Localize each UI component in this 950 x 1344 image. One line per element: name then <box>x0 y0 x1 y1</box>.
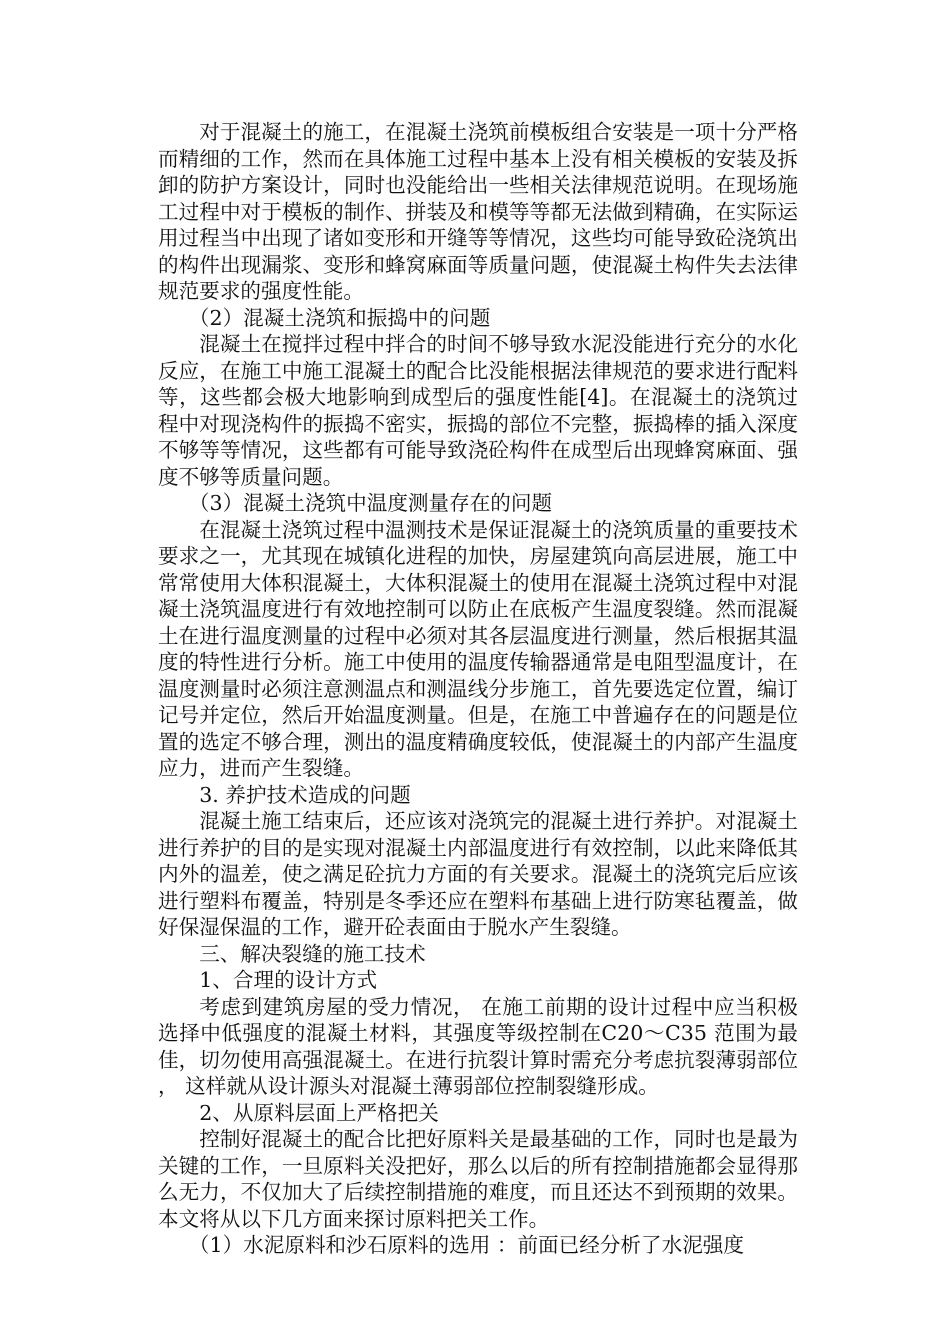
heading-raw-materials: 2、从原料层面上严格把关 <box>199 1100 439 1125</box>
document-body <box>158 119 798 1259</box>
heading-curing: 3. 养护技术造成的问题 <box>199 782 411 807</box>
paragraph-temperature-measurement: 在混凝土浇筑过程中温测技术是保证混凝土的浇筑质量的重要技术要求之一，尤其现在城镇化进程的加快，房屋建筑向高层进展，施工中常常使用大体积混凝土，大体积混凝土的使用在混凝土浇筑过程中对混凝土浇筑温度进行有效地控制可以防止在底板产生温度裂缝。然而混凝土在进行温度测量的过程中必须对其各层温度进行测量，然后根据其温度的特性进行分析。施工中使用的温度传输器通常是电阻型温度计，在温度测量时必须注意测温点和测温线分步施工，首先要选定位置，编订记号并定位，然后开始温度测量。但是，在施工中普遍存在的问题是位置的选定不够合理，测出的温度精确度较低，使混凝土的内部产生温度应力，进而产生裂缝。 <box>158 517 798 780</box>
heading-pouring-vibrating: （2）混凝土浇筑和振捣中的问题 <box>188 305 491 330</box>
paragraph-raw-materials: 控制好混凝土的配合比把好原料关是最基础的工作，同时也是最为关键的工作，一旦原料关没把好，那么以后的所有控制措施都会显得那么无力，不仅加大了后续控制措施的难度，而且还达不到预期的效果。本文将从以下几方面来探讨原料把关工作。 <box>158 1127 798 1231</box>
paragraph-design-method: 考虑到建筑房屋的受力情况， 在施工前期的设计过程中应当积极选择中低强度的混凝土材料，其强度等级控制在C20～C35 范围为最佳，切勿使用高强混凝土。在进行抗裂计算时需充分考虑抗裂薄弱部位， 这样就从设计源头对混凝土薄弱部位控制裂缝形成。 <box>158 994 798 1098</box>
heading-section-three: 三、解决裂缝的施工技术 <box>199 941 426 966</box>
heading-design-method: 1、合理的设计方式 <box>199 968 378 992</box>
paragraph-pouring-vibrating: 混凝土在搅拌过程中拌合的时间不够导致水泥没能进行充分的水化反应，在施工中施工混凝土的配合比没能根据法律规范的要求进行配料等，这些都会极大地影响到成型后的强度性能[4]。在混凝土的浇筑过程中对现浇构件的振捣不密实，振捣的部位不完整，振捣棒的插入深度不够等等情况，这些都有可能导致浇砼构件在成型后出现蜂窝麻面、强度不够等质量问题。 <box>158 332 798 489</box>
paragraph-cement-sand-selection: （1）水泥原料和沙石原料的选用 ：前面已经分析了水泥强度 <box>188 1233 744 1257</box>
paragraph-formwork: 对于混凝土的施工，在混凝土浇筑前模板组合安装是一项十分严格而精细的工作，然而在具体施工过程中基本上没有相关模板的安装及拆卸的防护方案设计，同时也没能给出一些相关法律规范说明。在现场施工过程中对于模板的制作、拼装及和模等等都无法做到精确，在实际运用过程当中出现了诸如变形和开缝等等情况，这些均可能导致砼浇筑出的构件出现漏浆、变形和蜂窝麻面等质量问题，使混凝土构件失去法律规范要求的强度性能。 <box>158 120 798 303</box>
heading-temperature-measurement: （3）混凝土浇筑中温度测量存在的问题 <box>188 491 553 515</box>
paragraph-curing: 混凝土施工结束后，还应该对浇筑完的混凝土进行养护。对混凝土进行养护的目的是实现对混凝土内部温度进行有效控制，以此来降低其内外的温差，使之满足砼抗力方面的有关要求。混凝土的浇筑完后应该进行塑料布覆盖，特别是冬季还应在塑料布基础上进行防寒毡覆盖，做好保湿保温的工作，避开砼表面由于脱水产生裂缝。 <box>158 809 798 939</box>
